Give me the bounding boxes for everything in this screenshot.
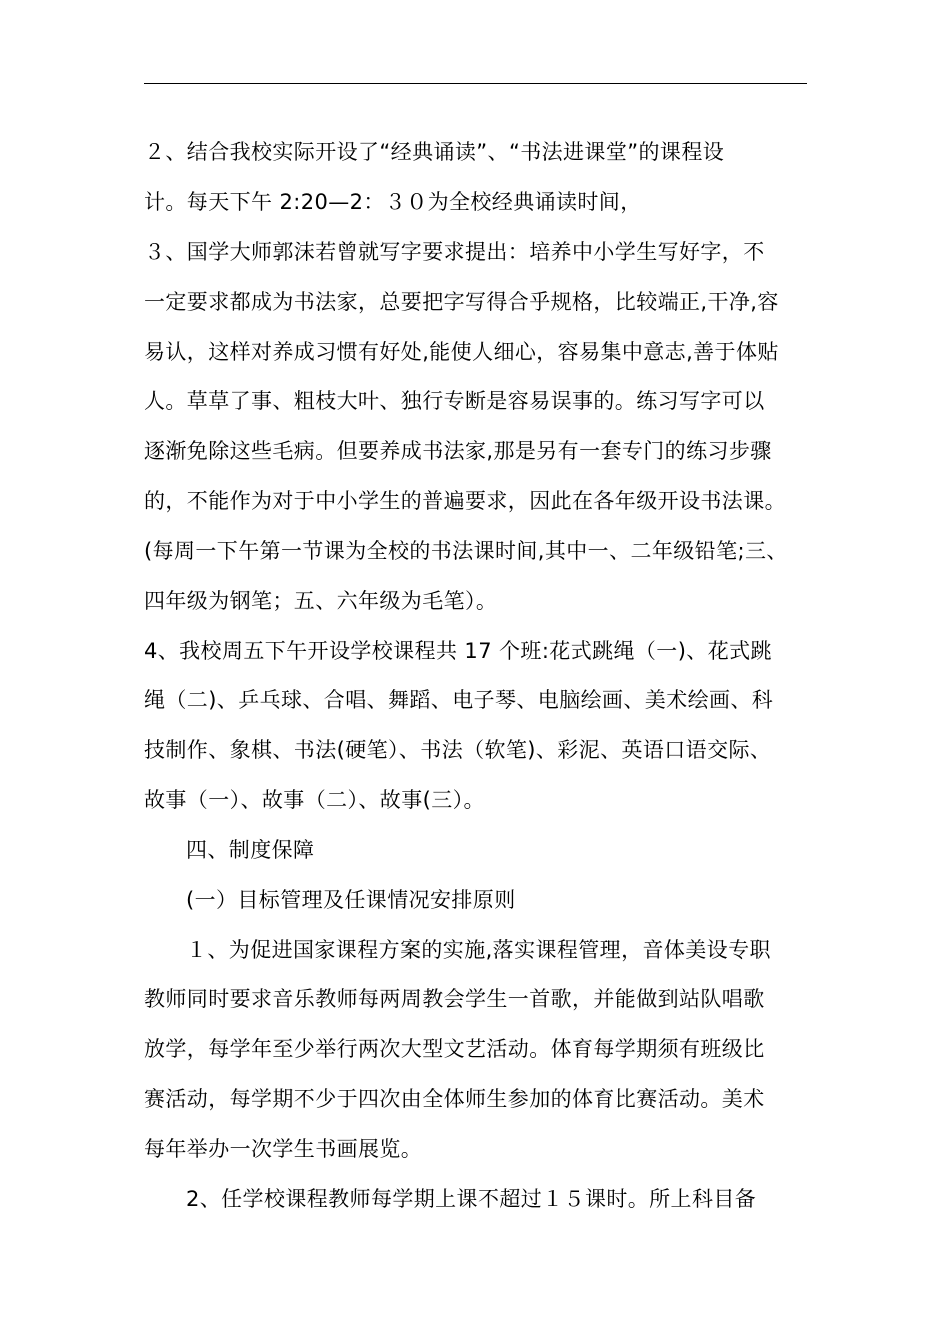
text-line-19: 放学，每学年至少举行两次大型文艺活动。体育每学期须有班级比	[144, 1037, 765, 1061]
header-rule	[144, 83, 807, 84]
text-line-1: ２、结合我校实际开设了“经典诵读”、“书法进课堂”的课程设	[144, 140, 725, 164]
section-heading: 四、制度保障	[186, 838, 315, 862]
subsection-heading: (一）目标管理及任课情况安排原则	[186, 888, 516, 912]
text-line-17: １、为促进国家课程方案的实施,落实课程管理，音体美设专职	[186, 938, 771, 962]
text-line-11: 4、我校周五下午开设学校课程共 17 个班:花式跳绳（一)、花式跳	[144, 639, 772, 663]
text-line-22: 2、任学校课程教师每学期上课不超过１５课时。所上科目备	[186, 1187, 757, 1211]
text-line-12: 绳（二)、乒乓球、合唱、舞蹈、电子琴、电脑绘画、美术绘画、科	[144, 688, 774, 712]
text-line-20: 赛活动，每学期不少于四次由全体师生参加的体育比赛活动。美术	[144, 1087, 765, 1111]
text-line-9: (每周一下午第一节课为全校的书法课时间,其中一、二年级铅笔;三、	[144, 539, 788, 563]
text-line-10: 四年级为钢笔；五、六年级为毛笔）。	[144, 589, 498, 613]
text-line-21: 每年举办一次学生书画展览。	[144, 1137, 423, 1161]
text-line-13: 技制作、象棋、书法(硬笔）、书法（软笔)、彩泥、英语口语交际、	[144, 738, 772, 762]
text-line-4: 一定要求都成为书法家，总要把字写得合乎规格，比较端正,干净,容	[144, 290, 779, 314]
text-line-14: 故事（一）、故事（二）、故事(三）。	[144, 788, 485, 812]
text-line-8: 的，不能作为对于中小学生的普遍要求，因此在各年级开设书法课。	[144, 489, 786, 513]
text-line-5: 易认，这样对养成习惯有好处,能使人细心，容易集中意志,善于体贴	[144, 340, 779, 364]
text-line-3: ３、国学大师郭沫若曾就写字要求提出：培养中小学生写好字，不	[144, 240, 765, 264]
text-line-7: 逐渐免除这些毛病。但要养成书法家,那是另有一套专门的练习步骤	[144, 439, 772, 463]
text-line-2: 计。每天下午 2:20—2：３０为全校经典诵读时间，	[144, 190, 642, 214]
text-line-6: 人。草草了事、粗枝大叶、独行专断是容易误事的。练习写字可以	[144, 389, 765, 413]
text-line-18: 教师同时要求音乐教师每两周教会学生一首歌，并能做到站队唱歌	[144, 987, 765, 1011]
